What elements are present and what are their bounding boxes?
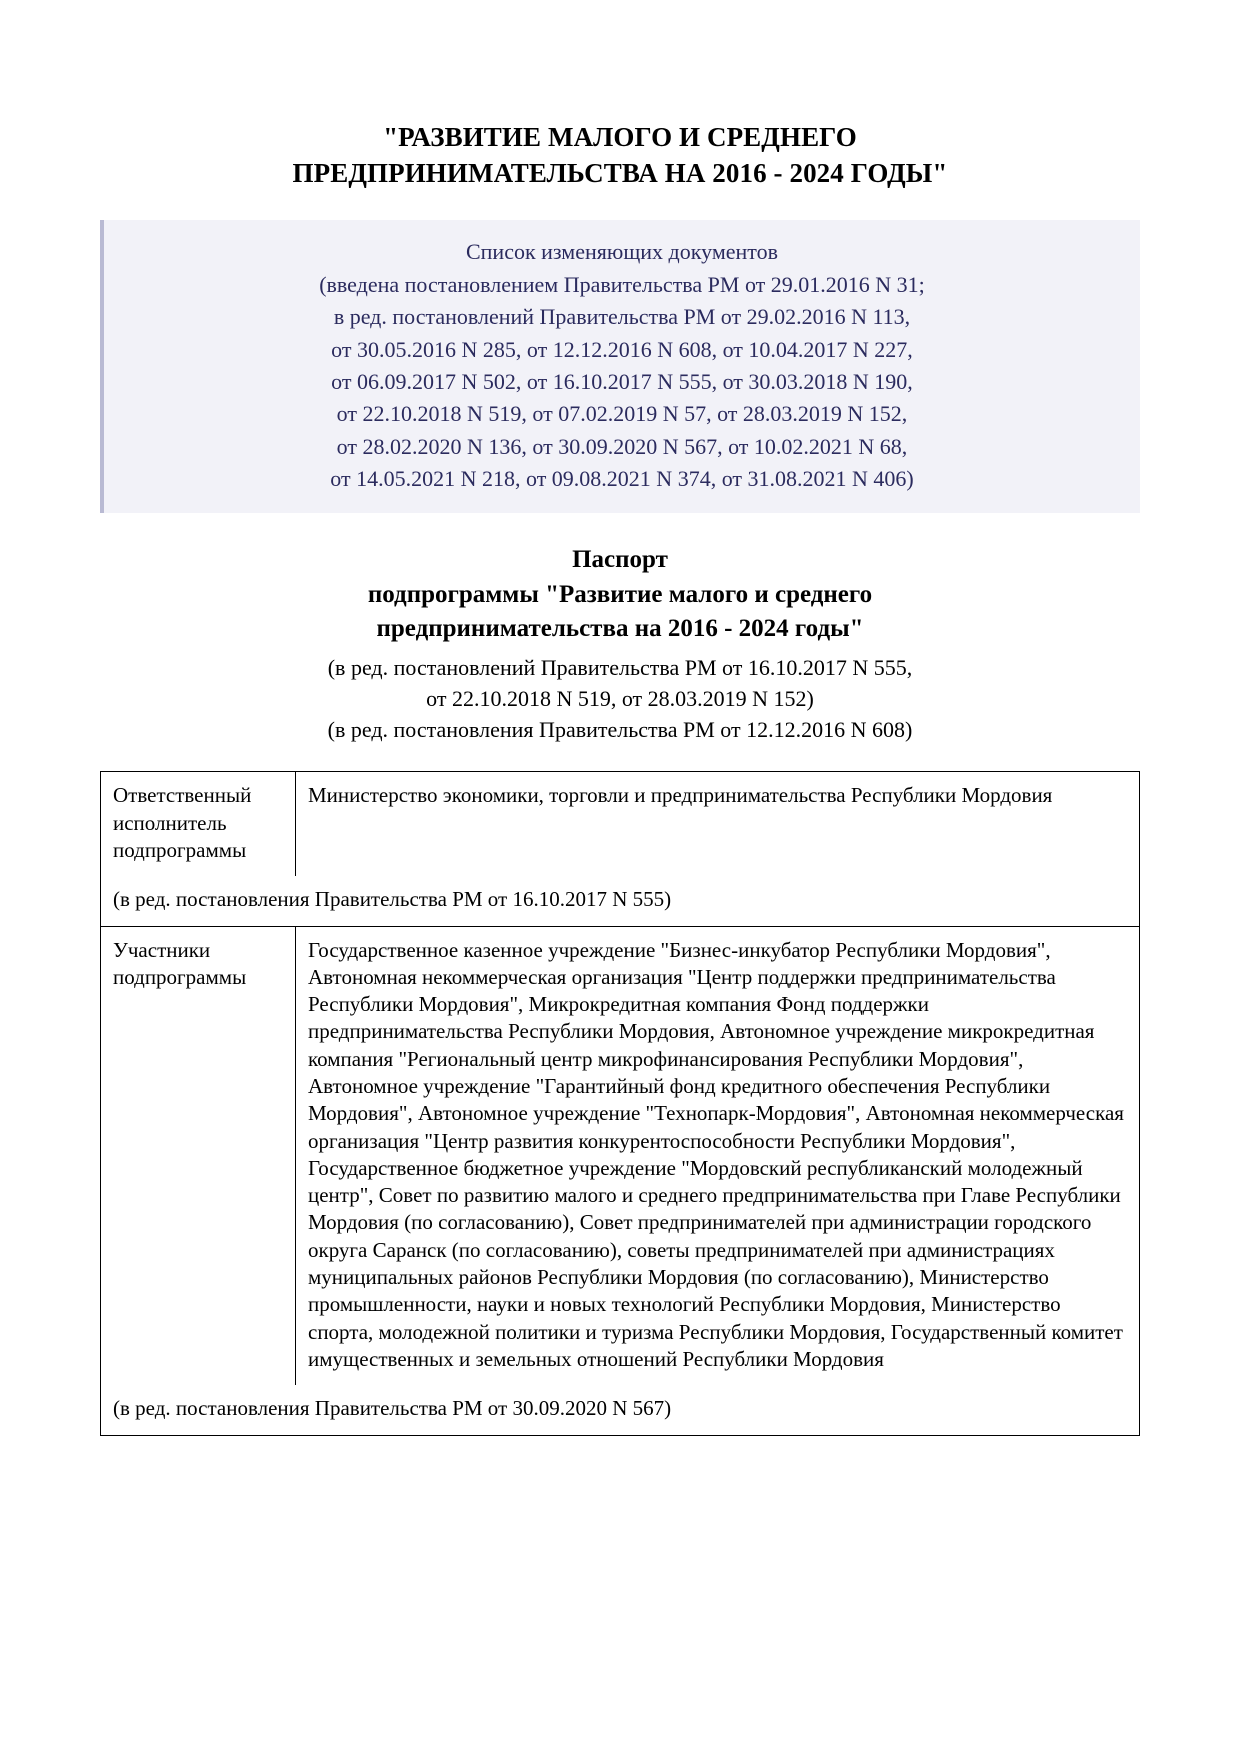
passport-heading-sub-2: предпринимательства на 2016 - 2024 годы" (376, 615, 864, 643)
label-line: подпрограммы (113, 964, 247, 989)
changing-documents-box (100, 220, 1140, 514)
changing-documents-line: от 30.05.2016 N 285, от 12.12.2016 N 608, от 10.04.2017 N 227, (331, 336, 913, 362)
passport-heading-sub-1: подпрограммы "Развитие малого и среднего (367, 580, 873, 608)
table-row-label (101, 926, 296, 1385)
label-line: подпрограммы (113, 837, 247, 862)
table-row-label (101, 772, 296, 876)
passport-heading-main: Паспорт (572, 546, 668, 574)
label-line: Участники (113, 937, 211, 962)
value-line: промышленности, науки и новых технологий Республики Мордовия, (308, 1292, 926, 1317)
value-line: Министерство экономики, торговли и предпринимательства (308, 783, 846, 808)
table-row-note (101, 1385, 1140, 1435)
value-line: "Центр поддержки предпринимательства Республики Мордовия", (308, 964, 1056, 1017)
value-line: отношений Республики Мордовия (576, 1346, 884, 1371)
edition-note: (в ред. постановления Правительства РМ от 30.09.2020 N 567) (101, 1385, 1140, 1435)
value-line: Министерство спорта, молодежной политики и туризма Республики (308, 1292, 1061, 1344)
value-line: Мордовия, Государственный комитет имущественных и земельных (308, 1319, 1123, 1371)
table-row (101, 926, 1140, 1385)
value-line: Республики Мордовия", Автономная некоммерческая организация (308, 937, 1051, 989)
passport-heading (100, 543, 1140, 647)
value-line: обеспечения Республики Мордовия", Автономное учреждение (308, 1074, 1051, 1126)
page-title (100, 120, 1140, 192)
value-line: Микрокредитная компания Фонд поддержки предпринимательства (308, 992, 929, 1044)
value-line: "Центр развития конкурентоспособности Республики Мордовия", (424, 1128, 1016, 1153)
value-line: компания "Региональный центр микрофинансирования Республики (308, 1046, 914, 1071)
label-line: исполнитель (113, 810, 227, 835)
passport-edition-line: от 22.10.2018 N 519, от 28.03.2019 N 152) (426, 685, 814, 711)
value-line: Республики Мордовия (по согласованию), Министерство (537, 1265, 1049, 1290)
value-line: городского округа Саранск (по согласованию), советы (308, 1210, 1092, 1262)
page-title-line-1: "РАЗВИТИЕ МАЛОГО И СРЕДНЕГО (383, 122, 857, 152)
changing-documents-line: от 14.05.2021 N 218, от 09.08.2021 N 374, от 31.08.2021 N 406) (330, 466, 914, 492)
passport-edition-line: (в ред. постановлений Правительства РМ от 16.10.2017 N 555, (327, 654, 913, 680)
label-line: Ответственный (113, 783, 252, 808)
table-row-note (101, 876, 1140, 926)
changing-documents-heading: Список изменяющих документов (465, 238, 778, 264)
value-line: Государственное бюджетное учреждение "Мордовский (308, 1155, 802, 1180)
table-row-value (296, 772, 1140, 876)
changing-documents-line: от 22.10.2018 N 519, от 07.02.2019 N 57, от 28.03.2019 N 152, (336, 401, 908, 427)
value-line: предпринимателей при администрациях муниципальных районов (308, 1237, 1055, 1290)
changing-documents-line: от 28.02.2020 N 136, от 30.09.2020 N 567, от 10.02.2021 N 68, (336, 433, 908, 459)
value-line: Республики Мордовия (850, 783, 1053, 808)
page-title-line-2: ПРЕДПРИНИМАТЕЛЬСТВА НА 2016 - 2024 ГОДЫ" (292, 157, 948, 188)
changing-documents-line: в ред. постановлений Правительства РМ от 29.02.2016 N 113, (333, 304, 911, 330)
value-line: согласованию), Совет предпринимателей при администрации (438, 1210, 989, 1235)
value-line: "Технопарк-Мордовия", Автономная некоммерческая организация (308, 1101, 1124, 1153)
value-line: Мордовия", Автономное учреждение "Гарантийный фонд кредитного (308, 1046, 1024, 1098)
value-line: среднего предпринимательства при Главе Республики Мордовия (по (308, 1183, 1121, 1235)
passport-editions (100, 653, 1140, 745)
edition-note: (в ред. постановления Правительства РМ от 16.10.2017 N 555) (101, 876, 1140, 926)
value-line: Республики Мордовия, Автономное учреждение микрокредитная (508, 1019, 1095, 1044)
table-row-value (296, 926, 1140, 1385)
value-line: республиканский молодежный центр", Совет по развитию малого и (308, 1155, 1083, 1208)
value-line: Государственное казенное учреждение "Бизнес-инкубатор (308, 937, 831, 962)
passport-edition-line: (в ред. постановления Правительства РМ от 12.12.2016 N 608) (327, 716, 913, 742)
changing-documents-line: (введена постановлением Правительства РМ от 29.01.2016 N 31; (319, 272, 925, 298)
changing-documents-line: от 06.09.2017 N 502, от 16.10.2017 N 555, от 30.03.2018 N 190, (331, 369, 913, 395)
passport-table (100, 771, 1140, 1435)
table-row (101, 772, 1140, 876)
